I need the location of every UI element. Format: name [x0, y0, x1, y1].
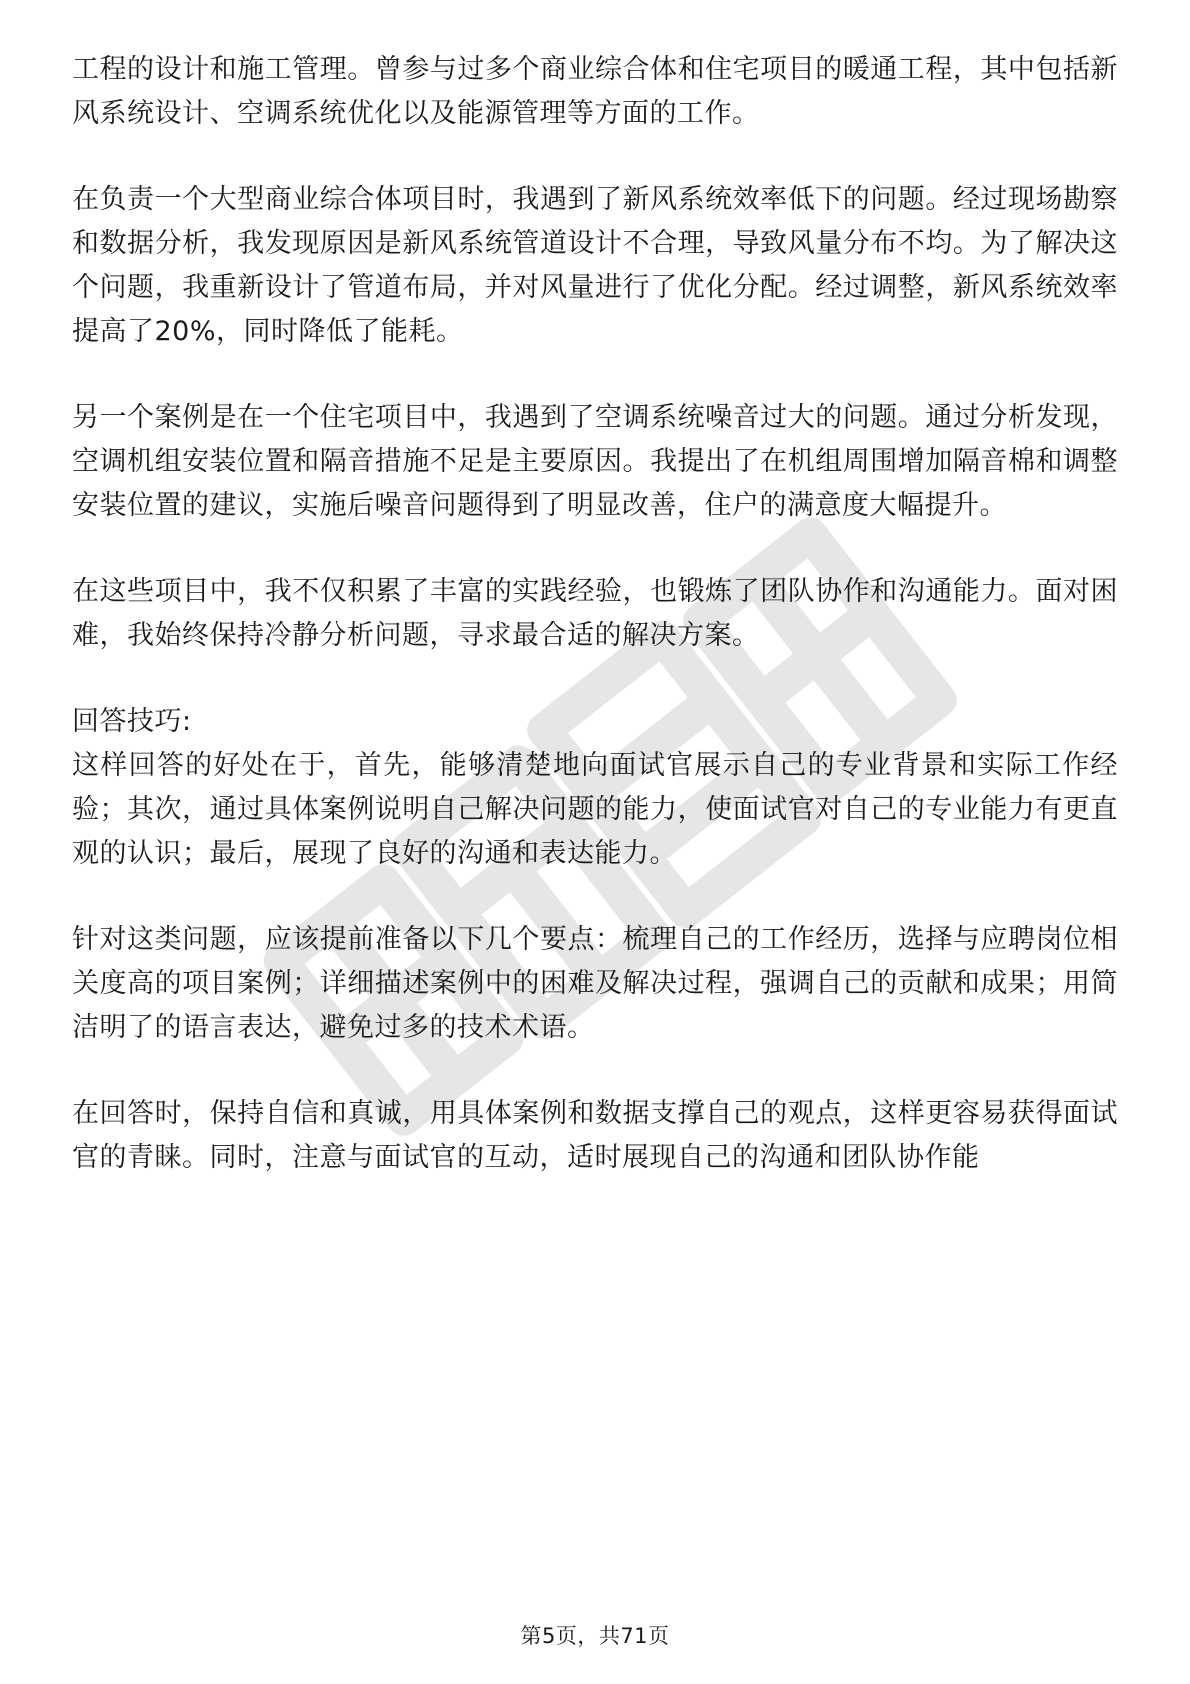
document-body — [72, 48, 1118, 1180]
tips-paragraph-3: 在回答时，保持自信和真诚，用具体案例和数据支撑自己的观点，这样更容易获得面试官的青睐。同时，注意与面试官的互动，适时展现自己的沟通和团队协作能 — [72, 1098, 1118, 1173]
paragraph-4: 在这些项目中，我不仅积累了丰富的实践经验，也锻炼了团队协作和沟通能力。面对困难，我始终保持冷静分析问题，寻求最合适的解决方案。 — [72, 576, 1118, 651]
page-number-footer: 第5页，共71页 — [520, 1624, 670, 1648]
paragraph-2: 在负责一个大型商业综合体项目时，我遇到了新风系统效率低下的问题。经过现场勘察和数据分析，我发现原因是新风系统管道设计不合理，导致风量分布不均。为了解决这个问题，我重新设计了管道布局，并对风量进行了优化分配。经过调整，新风系统效率提高了20%，同时降低了能耗。 — [72, 184, 1118, 347]
tips-heading: 回答技巧: — [72, 706, 192, 737]
paragraph-3: 另一个案例是在一个住宅项目中，我遇到了空调系统噪音过大的问题。通过分析发现，空调机组安装位置和隔音措施不足是主要原因。我提出了在机组周围增加隔音棉和调整安装位置的建议，实施后噪音问题得到了明显改善，住户的满意度大幅提升。 — [72, 402, 1118, 521]
tips-paragraph-2: 针对这类问题，应该提前准备以下几个要点：梳理自己的工作经历，选择与应聘岗位相关度高的项目案例；详细描述案例中的困难及解决过程，强调自己的贡献和成果；用简洁明了的语言表达，避免过多的技术术语。 — [72, 924, 1118, 1043]
tips-paragraph-1: 这样回答的好处在于，首先，能够清楚地向面试官展示自己的专业背景和实际工作经验；其次，通过具体案例说明自己解决问题的能力，使面试官对自己的专业能力有更直观的认识；最后，展现了良好的沟通和表达能力。 — [72, 750, 1118, 869]
paragraph-1: 工程的设计和施工管理。曾参与过多个商业综合体和住宅项目的暖通工程，其中包括新风系统设计、空调系统优化以及能源管理等方面的工作。 — [72, 54, 1118, 129]
